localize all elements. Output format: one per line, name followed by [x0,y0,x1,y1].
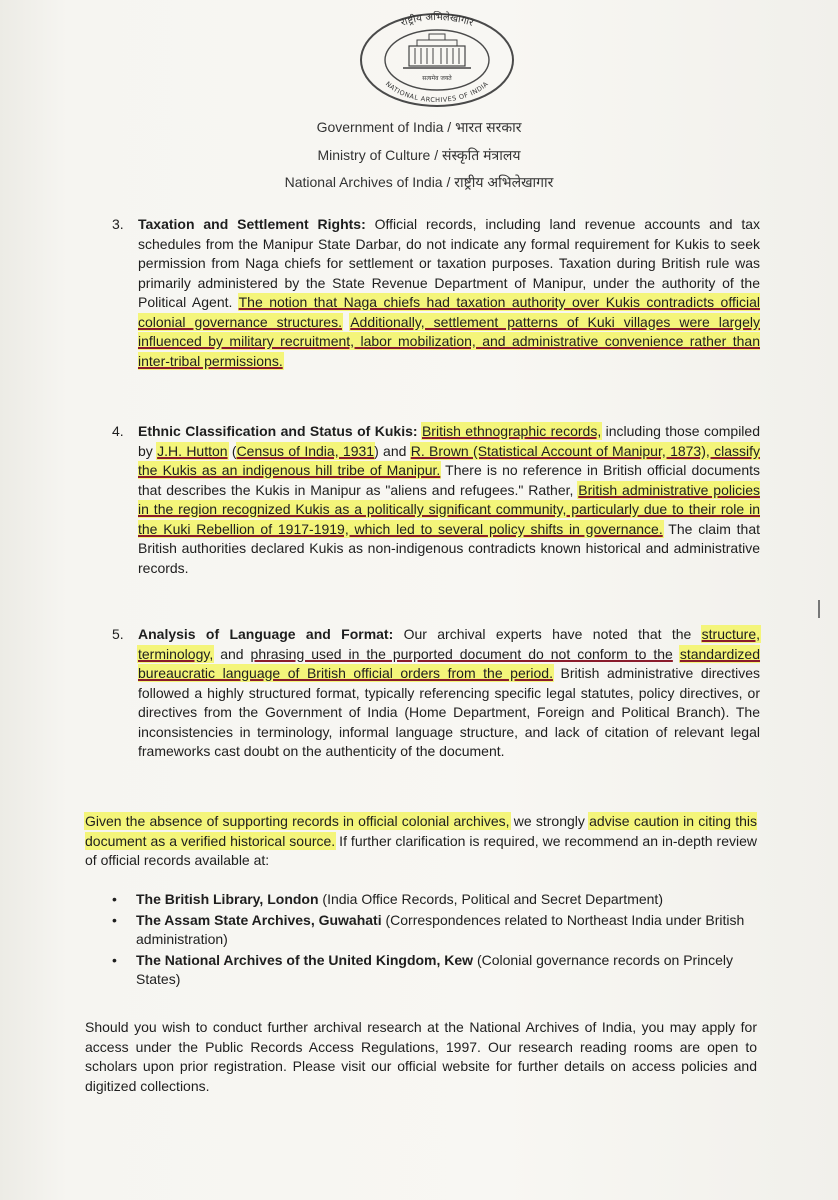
svg-text:राष्ट्रीय अभिलेखागार [399,11,475,29]
bullet-icon: • [112,951,117,968]
highlight: terminology, [138,645,214,662]
section-text: ) and [374,442,411,459]
section-text: The claim that British authorities declared Kukis as non-indigenous contradicts known historical and administrative records. [138,520,761,576]
bullet-icon: • [112,891,117,907]
section-text [342,314,350,330]
scan-margin-mark [818,600,826,618]
header-archives: National Archives of India / राष्ट्रीय अभिलेखागार [284,174,554,190]
section-text: and [213,645,251,662]
list-item [112,911,752,950]
national-archives-emblem-icon [357,10,517,110]
highlight: R. Brown (Statistical Account of Manipur, 1873), classify the Kukis as an indigenous hill tribe of Manipur. [138,442,760,478]
section-text [673,646,680,662]
section-taxation [112,215,760,371]
highlight: J.H. Hutton [157,442,228,459]
section-text: including those compiled by [138,423,760,459]
emblem-bottom-text: NATIONAL ARCHIVES OF INDIA [383,79,491,105]
section-ethnic-classification [112,422,760,578]
highlight: structure, [701,626,760,642]
section-language-format [112,625,760,762]
archives-list [112,890,752,991]
highlight: British ethnographic records, [421,423,602,439]
paragraph-text: If further clarification is required, we recommend an in-depth review of official records available at: [85,832,757,868]
list-item [112,890,752,910]
highlight: Additionally, settlement patterns of Kuki villages were largely influenced by military recruitment, labor mobilization, and administrative convenience rather than inter-tribal permissions. [138,313,760,369]
header-ministry: Ministry of Culture / संस्कृति मंत्रालय [317,147,521,163]
archive-name: The Assam State Archives, Guwahati [136,911,382,928]
section-text: Official records, including land revenue accounts and tax schedules from the Manipur State Darbar, do not indicate any formal requirement for Kukis to seek permission from Naga chiefs for settlement or taxation purposes. Taxation during British rule was primarily administered by the State Revenue Department of Manipur, under the authority of the Political Agent. [138,216,761,310]
section-title: Analysis of Language and Format: [138,626,394,642]
highlight: British administrative policies in the region recognized Kukis as a politically significant community, particularly due to their role in the Kuki Rebellion of 1917-1919, which led to several policy shifts in governance. [138,481,760,537]
section-text: There is no reference in British official documents that describes the Kukis in Manipur as "aliens and refugees." Rather, [138,462,760,498]
section-text: ( [227,442,237,459]
section-text: British administrative directives followed a highly structured format, typically referencing specific legal statutes, policy directives, or directives from the Government of India (Home Department, Foreign and Political Branch). The inconsistencies in terminology, informal language structure, and lack of citation of relevant legal frameworks cast doubt on the authenticity of the document. [138,665,760,759]
emblem-motto: सत्यमेव जयते [422,75,452,82]
closing-paragraph: Should you wish to conduct further archival research at the National Archives of India, you may apply for access under the Public Records Access Regulations, 1997. Our research reading rooms are open to scholars upon prior registration. Please visit our official website for further details on access policies and digitized collections. [85,1019,757,1094]
highlight: advise caution in citing this document as a verified historical source. [85,813,757,849]
paragraph-text: we strongly [509,813,590,829]
bullet-icon: • [112,911,117,928]
header-government: Government of India / भारत सरकार [316,119,522,135]
section-number: 3. [112,216,124,232]
underlined-text: phrasing used in the purported document do not conform to the [250,645,673,662]
highlight: standardized bureaucratic language of British official orders from the period. [138,645,761,681]
section-text: Our archival experts have noted that the [393,626,702,642]
section-title: Ethnic Classification and Status of Kukis: [138,423,418,439]
highlight: Census of India, 1931 [236,442,375,459]
archive-description: (Correspondences related to Northeast India under British administration) [136,911,745,947]
emblem-top-text: राष्ट्रीय अभिलेखागार [399,11,475,29]
recommendation-paragraph [85,812,757,871]
highlight: Given the absence of supporting records in official colonial archives, [85,813,510,829]
archive-description: (Colonial governance records on Princely States) [136,951,733,987]
list-item [112,951,752,990]
section-number: 4. [112,423,124,439]
highlight: The notion that Naga chiefs had taxation authority over Kukis contradicts official colonial governance structures. [138,294,760,330]
section-number: 5. [112,626,124,642]
section-title: Taxation and Settlement Rights: [138,216,366,232]
archive-name: The National Archives of the United Kingdom, Kew [136,951,474,968]
archive-name: The British Library, London [136,891,319,907]
archive-description: (India Office Records, Political and Secret Department) [318,891,663,907]
